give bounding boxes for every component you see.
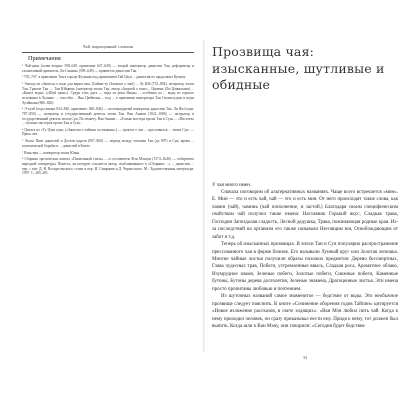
title-spacer [212,94,398,182]
footnote-2: ² 705–767: в правлении Тан в городе Фуцзянь под правлением Тай Цзун ... династия по продолжил Кучжоу. [22,75,186,80]
paragraph-4: Из шуточных названий самое знаменитое — бедствие от воды. Это необычное прозвище следует пояснить. В книге «Сочинение оборения годов Тайпин» цитируется «Новое изложение рассказов, в свете ходящих»: «Ван Мэн любил пить чай. Когда к нему приходил человек, он сразу приказывал нести ему. Придя к нему, тот должен был выпить. Когда шли к Ван Мэну, они говорили: «Сегодня будет бедствие [212,294,398,330]
footnote-3: ³ Эпизод из «Записок о воде для варки чая» (Сяйжи-лу (Записки о чае)) ... Лу Юй (733–804), литератор эпохи Тан. Трактат Тан — Тан Юйцюнь (литератор эпохи Тан, автор «Записей о гоне»... Цяоюнь (Ли Цзиньшэня) ... «Книга воды» («Шуй цзин»). Среди этих двух — вода из реки Янцзы ... особенно из ... воды из горного источника в Лушане, ... способы ... Янь Цюйюань ... под ... в правлении императора Тан Сюань-цзуна и воды Хуэйшаня (806–820). [22,82,194,105]
footnote-7: ⁷ Вэнь-ван — император эпохи Юань. [22,150,80,155]
notes-title: Примечания [28,55,61,62]
book-gutter [203,40,205,352]
footnote-6: ⁶ Эпоха Пяти династий и Десяти царств (907–960) — период между эпохами Тан (до 907) и Сун, время ... политической борьбы и ... династий в Китае. [22,139,194,148]
footnote-5: ⁵ Цитата из «Ту Цзун цзы» («Записки о чайном состязании») — трактат о чае ... прославился ... эпохи Сун. — Прим. авт. [22,127,194,137]
paragraph-2: Сначала поговорим об альтернативных названиях. Чаще всего встречается «мин». Е. Мин — это и есть чай, чай — это и есть мин. От него происходят такие слова, как чамин (чай), чаминь (чай пополнение, и застой.) Благодаря своим специфическим свойствам чай получил такие имена: Наставник Горький вкус, Сладкая трава, Господин Запоздалая сладость, Лесной дедушка, Трава, пожинающая родные края. Из-за последствий на организм его также называли Неспящим юн, Освобождающим от забот и т.д. [212,189,398,240]
paragraph-3: Теперь об изысканных прозвищах. В эпохи Тан и Сун популярно распространение прессованного чая в форме блинов. Его называли Лунный круг или Золотая лепешка. Многие чайные листья получили образы похожих предметов: Дерево бессмертных, Глава чудесных трав, Побеги, устремленные ввысь, Сладкая роса, Ароматное облако, Изумрудное знамя, Зеленые побеги, Золотые побеги, Снежные побеги, Каменные бутоны, Бутоны дерева долголетия, Зеленые знамена, Драгоценные листья. Эти имена просто пропитаны любовью и почтением. [212,242,398,292]
footnote-4: ⁴ Э-хуэй (годы жизни 834–840, правление: 840–846) — восемнадцатый император династии Тан. Ли Ян (годы: 787–850) — литератор и государственный деятель эпохи Тан. Ван Аньши (1021–1086) — литератор и государственный деятель эпохи Сун. По сюжету, Ван Аньши ... «Только мастера прозы Тан и Сун» ... «Писатель ... лучших мастеров прозы Тан и Сун». [22,107,194,126]
header-rule [22,52,194,53]
footnote-8: ⁸ Сборник эротических новелл «Пилюльный стиль» ... и составитель Фэн Мэнлун (1574–1646) — собиратель народной литературы. Повесть, на которую ссылается автор, опубликованное в «Сборнике ...» ... династии ... пер. с кит. Д. Н. Воскресенского; стихи в пер. И. Смирнова и Д. Черкасского. М.: Художественная литература, 1997. С. 269–281. [22,157,194,176]
footnote-1: ¹ Чай-цзин (глава вторая: 598–649, правление 627–649) — второй император династии Тан, реформатор и талантливый правитель. Ли Сыминь (599–649) — правитель династии Тан. [22,64,194,73]
running-head: Чай, выращенный словами [82,44,134,49]
paragraph-1: У чая много имен. [212,182,252,188]
page-number: 33 [302,355,308,360]
left-page [22,44,194,344]
chapter-title: Прозвища чая: изысканные, шутливые и обидные [212,44,385,92]
right-page [212,44,398,344]
